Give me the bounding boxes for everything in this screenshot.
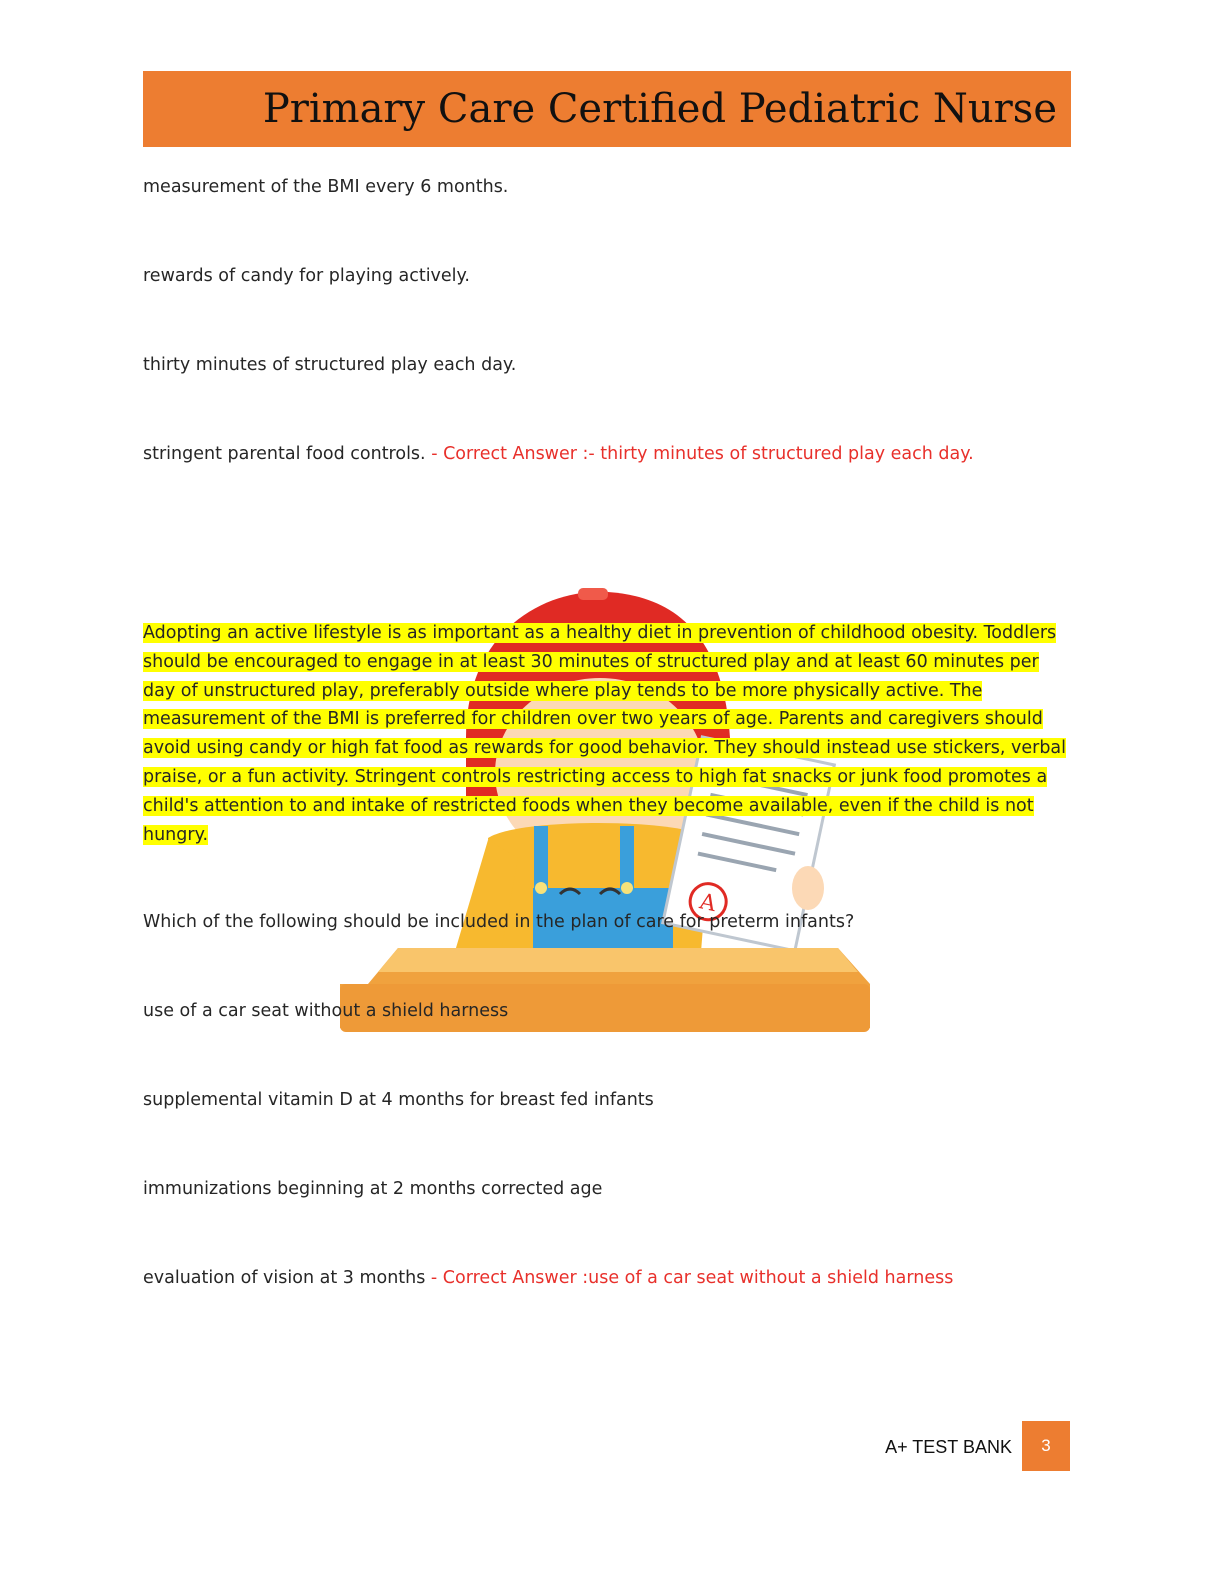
- grade-letter: A: [697, 889, 719, 918]
- question2-option-4-with-answer: [143, 1265, 953, 1291]
- rationale-text: Adopting an active lifestyle is as important as a healthy diet in prevention of childhood obesity. Toddlers should be encouraged to engage in at least 30 minutes of structured play and at least 60 minutes per day of unstructured play, preferably outside where play tends to be more physically active. The measurement of the BMI is preferred for children over two years of age. Parents and caregivers should avoid using candy or high fat food as rewards for good behavior. They should instead use stickers, verbal praise, or a fun activity. Stringent controls restricting access to high fat snacks or junk food promotes a child's attention to and intake of restricted foods when they become available, even if the child is not hungry.: [143, 623, 1067, 845]
- question2-option-2: supplemental vitamin D at 4 months for breast fed infants: [143, 1090, 654, 1110]
- desk-top: [378, 948, 858, 972]
- question1-correct-answer: - Correct Answer :- thirty minutes of structured play each day.: [425, 444, 974, 464]
- overall-button-right: [621, 882, 633, 894]
- question2-prompt: Which of the following should be included in the plan of care for preterm infants?: [143, 912, 855, 932]
- question1-option-2: rewards of candy for playing actively.: [143, 266, 470, 286]
- page-title: Primary Care Certified Pediatric Nurse: [262, 86, 1057, 132]
- question2-option-3: immunizations beginning at 2 months corrected age: [143, 1179, 603, 1199]
- question2-correct-answer: - Correct Answer :use of a car seat without a shield harness: [425, 1268, 954, 1288]
- question1-option-4: stringent parental food controls.: [143, 444, 426, 464]
- question1-option-3: thirty minutes of structured play each day.: [143, 355, 517, 375]
- page-header: [143, 71, 1071, 147]
- question2-option-1: use of a car seat without a shield harness: [143, 1001, 509, 1021]
- hair-bun: [578, 588, 608, 600]
- footer-label: A+ TEST BANK: [885, 1437, 1012, 1457]
- rationale-paragraph: [143, 619, 1068, 849]
- page-number: 3: [1022, 1421, 1070, 1471]
- question1-option-1: measurement of the BMI every 6 months.: [143, 177, 509, 197]
- question1-option-4-with-answer: [143, 441, 974, 467]
- question2-option-4: evaluation of vision at 3 months: [143, 1268, 426, 1288]
- overall-button-left: [535, 882, 547, 894]
- right-hand: [792, 866, 824, 910]
